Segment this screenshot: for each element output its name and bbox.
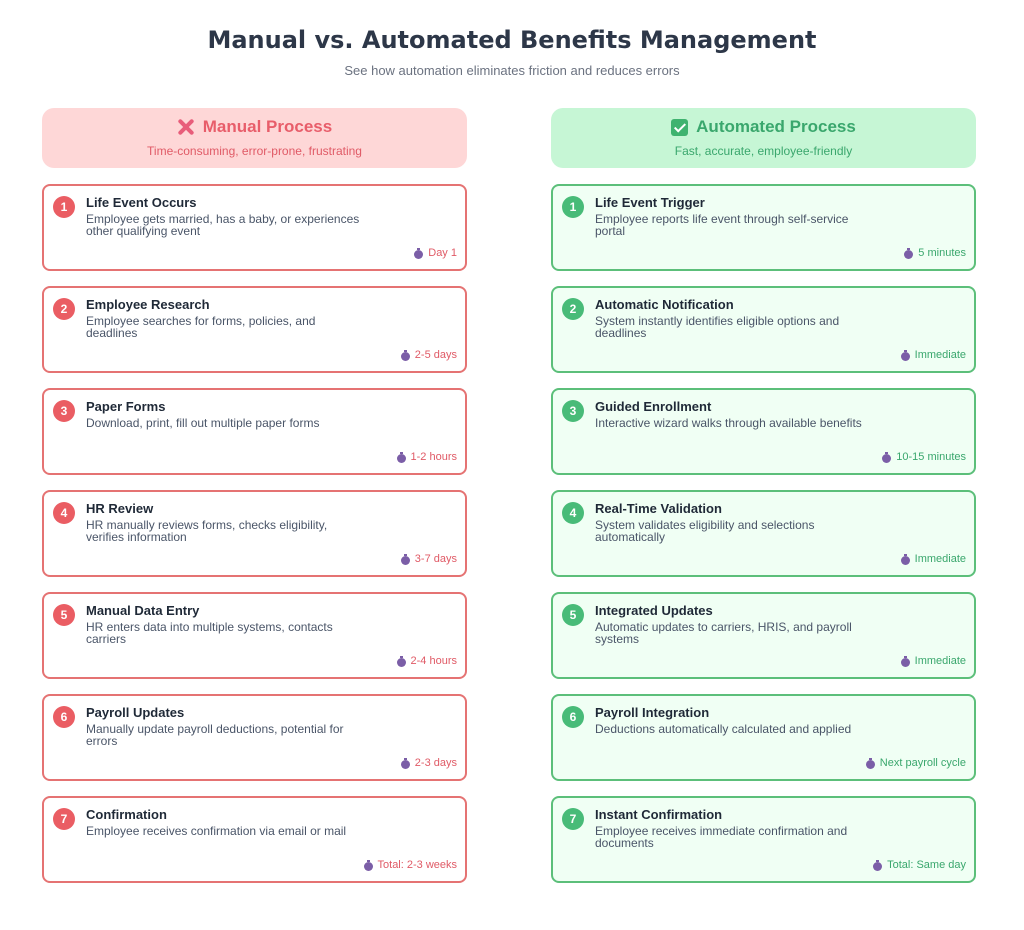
step-duration-text: Immediate	[914, 349, 966, 361]
timer-icon	[904, 248, 913, 258]
step-duration-text: 10-15 minutes	[896, 451, 966, 463]
step-duration	[401, 757, 457, 769]
check-icon	[671, 119, 688, 136]
step-duration-text: 1-2 hours	[410, 451, 457, 463]
step-duration	[397, 655, 457, 667]
step-title: Integrated Updates	[595, 603, 713, 618]
automated-steps	[551, 184, 976, 883]
automated-step-card	[551, 184, 976, 271]
step-number-badge: 6	[53, 706, 75, 728]
automated-subtitle: Fast, accurate, employee-friendly	[674, 144, 853, 158]
manual-step-card	[42, 388, 467, 475]
page-subtitle: See how automation eliminates friction and reduces errors	[344, 63, 680, 78]
step-duration-text: 2-3 days	[414, 757, 457, 769]
step-number-badge: 5	[53, 604, 75, 626]
timer-icon	[401, 758, 410, 768]
step-description: HR manually reviews forms, checks eligibility, verifies information	[86, 518, 328, 544]
step-number-badge: 4	[562, 502, 584, 524]
step-duration	[901, 655, 966, 667]
step-duration	[882, 451, 966, 463]
step-number-badge: 5	[562, 604, 584, 626]
step-duration-text: Day 1	[428, 247, 457, 259]
step-duration	[901, 553, 966, 565]
timer-icon	[364, 860, 373, 870]
manual-title: Manual Process	[202, 117, 333, 136]
step-number-badge: 2	[53, 298, 75, 320]
step-duration	[401, 349, 457, 361]
manual-step-card	[42, 694, 467, 781]
step-number-badge: 2	[562, 298, 584, 320]
step-description: HR enters data into multiple systems, contacts carriers	[86, 620, 333, 646]
step-description: Interactive wizard walks through available benefits	[595, 416, 862, 430]
step-duration-text: Immediate	[914, 655, 966, 667]
step-number-badge: 3	[53, 400, 75, 422]
manual-column	[42, 108, 467, 898]
step-number-badge: 1	[53, 196, 75, 218]
step-duration-text: 2-5 days	[414, 349, 457, 361]
automated-step-card	[551, 286, 976, 373]
timer-icon	[882, 452, 891, 462]
step-duration	[904, 247, 966, 259]
step-description: Download, print, fill out multiple paper forms	[86, 416, 320, 430]
step-duration-text: 5 minutes	[918, 247, 966, 259]
automated-title: Automated Process	[696, 117, 856, 136]
step-description: Employee receives immediate confirmation and documents	[595, 824, 848, 850]
step-title: Guided Enrollment	[595, 399, 712, 414]
manual-subtitle: Time-consuming, error-prone, frustrating	[147, 144, 362, 158]
step-description: Manually update payroll deductions, potential for errors	[86, 722, 344, 748]
step-description: Employee searches for forms, policies, and deadlines	[86, 314, 316, 340]
step-number-badge: 6	[562, 706, 584, 728]
step-duration-text: Total: 2-3 weeks	[377, 859, 457, 871]
page-title: Manual vs. Automated Benefits Management	[207, 26, 817, 54]
step-number-badge: 1	[562, 196, 584, 218]
automated-step-card	[551, 796, 976, 883]
step-description: Employee receives confirmation via email or mail	[86, 824, 347, 838]
timer-icon	[401, 554, 410, 564]
manual-step-card	[42, 490, 467, 577]
step-duration-text: 2-4 hours	[410, 655, 457, 667]
step-title: Life Event Occurs	[86, 195, 197, 210]
step-description: System validates eligibility and selections automatically	[595, 518, 815, 544]
automated-column	[551, 108, 976, 898]
timer-icon	[397, 656, 406, 666]
manual-step-card	[42, 286, 467, 373]
step-title: Instant Confirmation	[595, 807, 723, 822]
step-title: Automatic Notification	[595, 297, 734, 312]
step-duration	[364, 859, 457, 871]
step-duration	[866, 757, 966, 769]
timer-icon	[901, 350, 910, 360]
step-number-badge: 4	[53, 502, 75, 524]
step-title: HR Review	[86, 501, 154, 516]
step-title: Real-Time Validation	[595, 501, 722, 516]
step-description: System instantly identifies eligible options and deadlines	[595, 314, 840, 340]
step-description: Automatic updates to carriers, HRIS, and payroll systems	[595, 620, 852, 646]
step-title: Employee Research	[86, 297, 210, 312]
manual-steps	[42, 184, 467, 883]
step-title: Confirmation	[86, 807, 167, 822]
step-duration	[901, 349, 966, 361]
step-title: Paper Forms	[86, 399, 166, 414]
timer-icon	[401, 350, 410, 360]
automated-step-card	[551, 490, 976, 577]
step-number-badge: 3	[562, 400, 584, 422]
automated-step-card	[551, 592, 976, 679]
step-title: Payroll Updates	[86, 705, 185, 720]
step-duration	[873, 859, 966, 871]
automated-header	[551, 108, 976, 168]
timer-icon	[414, 248, 423, 258]
x-icon	[177, 118, 195, 136]
step-duration-text: Immediate	[914, 553, 966, 565]
step-description: Employee reports life event through self-service portal	[595, 212, 849, 238]
manual-step-card	[42, 184, 467, 271]
step-number-badge: 7	[562, 808, 584, 830]
manual-step-card	[42, 796, 467, 883]
step-title: Payroll Integration	[595, 705, 710, 720]
step-description: Employee gets married, has a baby, or experiences other qualifying event	[86, 212, 360, 238]
manual-header	[42, 108, 467, 168]
step-duration-text: Total: Same day	[887, 859, 966, 871]
step-duration	[397, 451, 457, 463]
step-description: Deductions automatically calculated and applied	[595, 722, 852, 736]
automated-step-card	[551, 694, 976, 781]
timer-icon	[901, 656, 910, 666]
step-number-badge: 7	[53, 808, 75, 830]
timer-icon	[866, 758, 875, 768]
step-title: Manual Data Entry	[86, 603, 200, 618]
step-duration	[414, 247, 457, 259]
step-title: Life Event Trigger	[595, 195, 705, 210]
manual-step-card	[42, 592, 467, 679]
timer-icon	[901, 554, 910, 564]
step-duration	[401, 553, 457, 565]
automated-step-card	[551, 388, 976, 475]
timer-icon	[873, 860, 882, 870]
timer-icon	[397, 452, 406, 462]
step-duration-text: Next payroll cycle	[879, 757, 966, 769]
step-duration-text: 3-7 days	[414, 553, 457, 565]
